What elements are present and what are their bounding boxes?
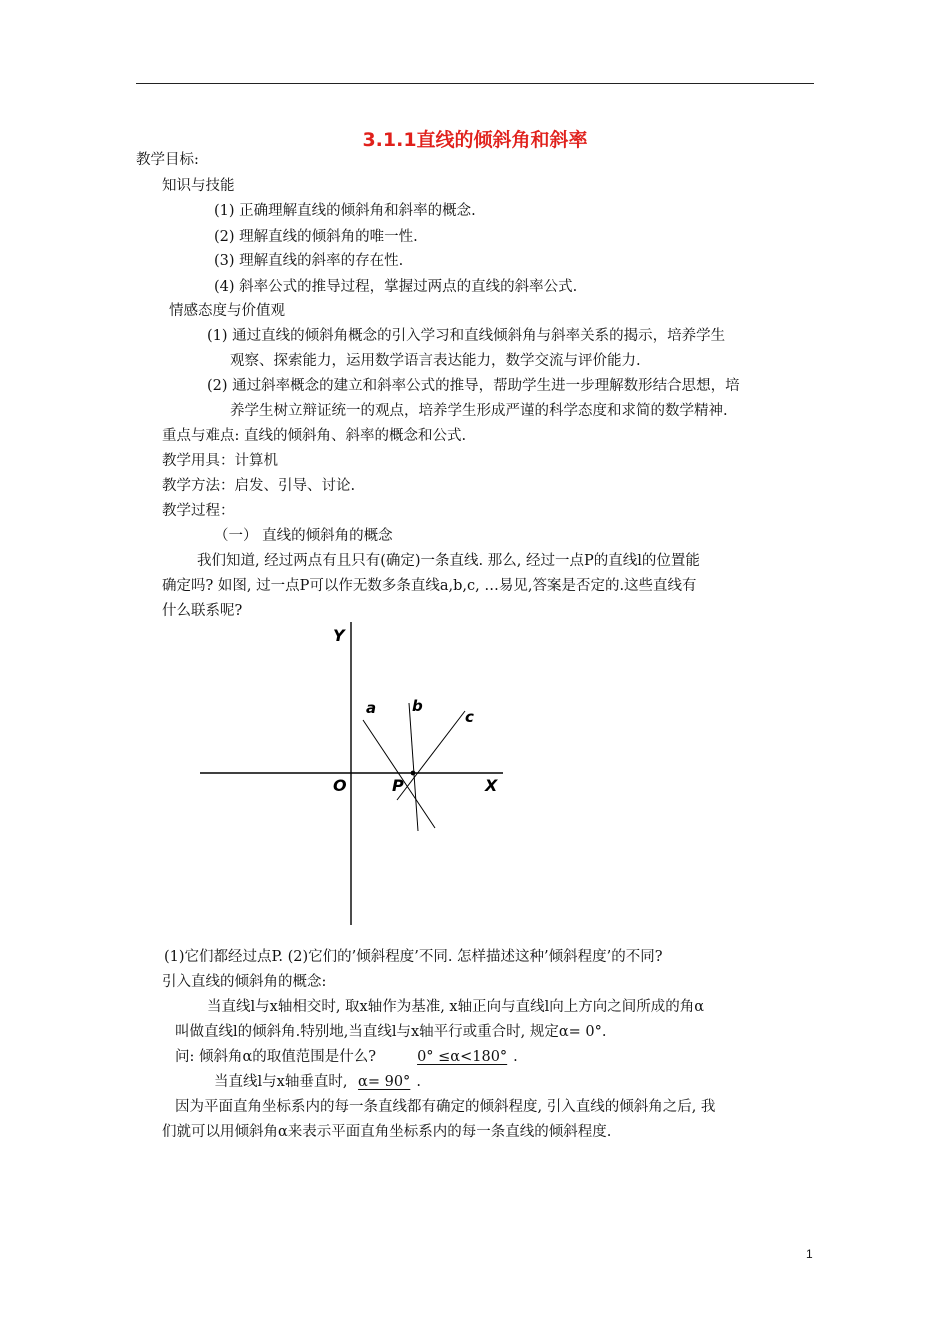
y-axis-label: Y xyxy=(333,626,345,645)
x-axis-label: X xyxy=(485,776,498,795)
question-answer: 0° ≤α<180° xyxy=(417,1049,508,1065)
conclusion-line: 们就可以用倾斜角α来表示平面直角坐标系内的每一条直线的倾斜程度. xyxy=(162,1124,612,1140)
knowledge-item: (2) 理解直线的倾斜角的唯一性. xyxy=(214,229,418,245)
origin-label: O xyxy=(333,776,347,795)
vertical-answer: α= 90° xyxy=(358,1074,411,1090)
emotion-item-1-line-1: (1) 通过直线的倾斜角概念的引入学习和直线倾斜角与斜率关系的揭示，培养学生 xyxy=(207,328,726,344)
line-b xyxy=(409,703,418,831)
definition-line: 当直线l与x轴相交时, 取x轴作为基准, x轴正向与直线l向上方向之间所成的角α xyxy=(207,999,705,1015)
intro: 引入直线的倾斜角的概念: xyxy=(162,974,327,990)
emotion-item-1-line-2: 观察、探索能力，运用数学语言表达能力，数学交流与评价能力. xyxy=(230,353,641,369)
line-b-label: b xyxy=(412,697,423,715)
question-period: . xyxy=(513,1049,518,1065)
question-text: 问: 倾斜角α的取值范围是什么? xyxy=(175,1049,377,1065)
line-c xyxy=(397,711,465,800)
vertical-text: 当直线l与x轴垂直时, xyxy=(214,1074,353,1090)
vertical-line xyxy=(214,1072,421,1092)
conclusion-line: 因为平面直角坐标系内的每一条直线都有确定的倾斜程度, 引入直线的倾斜角之后, 我 xyxy=(175,1099,716,1115)
line-a-label: a xyxy=(366,699,377,717)
objectives-label: 教学目标: xyxy=(136,152,199,168)
knowledge-item: (3) 理解直线的斜率的存在性. xyxy=(214,253,404,269)
paragraph-line: 什么联系呢? xyxy=(162,603,243,619)
paragraph-line: 确定吗? 如图, 过一点P可以作无数多条直线a,b,c, …易见,答案是否定的.这些直线有 xyxy=(162,578,697,594)
emotion-heading: 情感态度与价值观 xyxy=(169,303,285,319)
line-c-label: c xyxy=(465,708,474,726)
line-a xyxy=(363,720,435,828)
process-label: 教学过程： xyxy=(162,503,235,519)
knowledge-item: (1) 正确理解直线的倾斜角和斜率的概念. xyxy=(214,203,476,219)
paragraph-line: 我们知道, 经过两点有且只有(确定)一条直线. 那么, 经过一点P的直线l的位置能 xyxy=(197,553,700,569)
observation: (1)它们都经过点P. (2)它们的’倾斜程度’不同. 怎样描述这种’倾斜程度’的不同? xyxy=(164,949,663,965)
question-line xyxy=(175,1047,518,1067)
knowledge-item: (4) 斜率公式的推导过程，掌握过两点的直线的斜率公式. xyxy=(214,279,578,295)
point-p-dot xyxy=(411,771,416,776)
vertical-period: . xyxy=(416,1074,421,1090)
key-points: 重点与难点: 直线的倾斜角、斜率的概念和公式. xyxy=(162,428,467,444)
knowledge-heading: 知识与技能 xyxy=(162,178,235,194)
definition-line: 叫做直线l的倾斜角.特别地,当直线l与x轴平行或重合时, 规定α= 0°. xyxy=(175,1024,607,1040)
page-number: 1 xyxy=(806,1247,813,1261)
page-title: 3.1.1直线的倾斜角和斜率 xyxy=(362,129,588,151)
tools: 教学用具：计算机 xyxy=(162,453,278,469)
emotion-item-2-line-2: 养学生树立辩证统一的观点，培养学生形成严谨的科学态度和求简的数学精神. xyxy=(230,403,728,419)
emotion-item-2-line-1: (2) 通过斜率概念的建立和斜率公式的推导，帮助学生进一步理解数形结合思想，培 xyxy=(207,378,740,394)
section-heading: （一） 直线的倾斜角的概念 xyxy=(214,528,393,544)
methods: 教学方法：启发、引导、讨论. xyxy=(162,478,356,494)
point-p-label: P xyxy=(392,776,404,795)
